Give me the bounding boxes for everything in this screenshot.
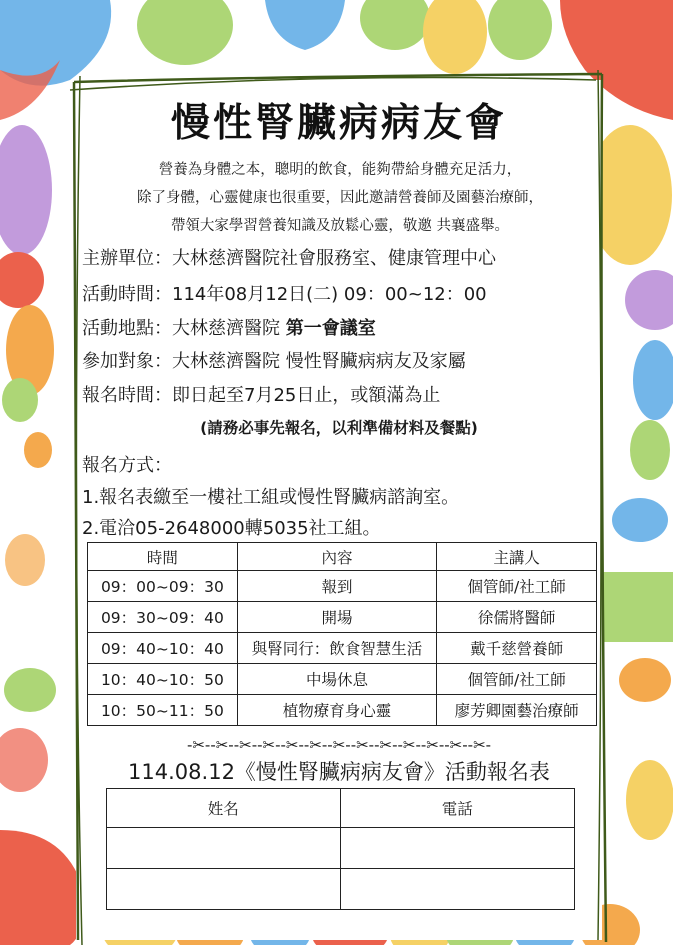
table-row xyxy=(88,571,597,602)
signup-time-line xyxy=(82,381,440,407)
schedule-header-row xyxy=(88,543,597,571)
intro-line: 除了身體，心靈健康也很重要，因此邀請營養師及園藝治療師， xyxy=(137,190,543,206)
signup-method-2: 2.電洽05-2648000轉5035社工組。 xyxy=(82,518,381,539)
schedule-content: 與腎同行：飲食智慧生活 xyxy=(237,633,437,664)
audience-value: 大林慈濟醫院 慢性腎臟病病友及家屬 xyxy=(172,351,466,372)
signup-form-title: 114.08.12《慢性腎臟病病友會》活動報名表 xyxy=(128,760,550,784)
event-time-label: 活動時間： xyxy=(82,284,172,305)
schedule-content: 報到 xyxy=(237,571,437,602)
form-row xyxy=(107,828,575,869)
schedule-header-content: 內容 xyxy=(237,543,437,571)
form-header-row xyxy=(107,789,575,828)
table-row xyxy=(88,602,597,633)
scissors-cut-line: -✂--✂--✂--✂--✂--✂--✂--✂--✂--✂--✂--✂--✂- xyxy=(186,736,492,754)
schedule-speaker: 戴千慈營養師 xyxy=(437,633,597,664)
schedule-header-speaker: 主講人 xyxy=(437,543,597,571)
schedule-content: 植物療育身心靈 xyxy=(237,695,437,726)
event-time-line xyxy=(82,280,487,306)
schedule-time: 09：40~10：40 xyxy=(88,633,238,664)
organizer-label: 主辦單位： xyxy=(82,248,172,269)
form-header-phone: 電話 xyxy=(340,789,575,828)
signup-method-label: 報名方式： xyxy=(82,455,172,476)
signup-note: (請務必事先報名，以利準備材料及餐點) xyxy=(200,419,478,437)
audience-line xyxy=(82,347,466,373)
event-place-label: 活動地點： xyxy=(82,318,172,339)
organizer-value: 大林慈濟醫院社會服務室、健康管理中心 xyxy=(172,248,496,269)
page-title: 慢性腎臟病病友會 xyxy=(170,101,507,146)
schedule-table xyxy=(87,542,597,726)
event-time-value: 114年08月12日(二) 09：00~12：00 xyxy=(172,284,487,305)
signup-form-table xyxy=(106,788,575,910)
schedule-time: 10：40~10：50 xyxy=(88,664,238,695)
table-row xyxy=(88,633,597,664)
table-row xyxy=(88,695,597,726)
schedule-time: 09：00~09：30 xyxy=(88,571,238,602)
phone-field[interactable] xyxy=(340,869,575,910)
intro-line: 帶領大家學習營養知識及放鬆心靈，敬邀 共襄盛舉。 xyxy=(170,218,510,234)
name-field[interactable] xyxy=(107,828,341,869)
schedule-time: 09：30~09：40 xyxy=(88,602,238,633)
form-header-name: 姓名 xyxy=(107,789,341,828)
event-place-line xyxy=(82,314,376,340)
signup-time-value: 即日起至7月25日止，或額滿為止 xyxy=(172,385,441,406)
schedule-speaker: 個管師/社工師 xyxy=(437,664,597,695)
intro-paragraph xyxy=(90,156,590,240)
signup-method-1: 1.報名表繳至一樓社工組或慢性腎臟病諮詢室。 xyxy=(82,487,460,508)
event-room: 第一會議室 xyxy=(285,318,376,339)
schedule-header-time: 時間 xyxy=(88,543,238,571)
schedule-speaker: 徐儒將醫師 xyxy=(437,602,597,633)
intro-line: 營養為身體之本，聰明的飲食，能夠帶給身體充足活力， xyxy=(158,162,522,178)
schedule-time: 10：50~11：50 xyxy=(88,695,238,726)
schedule-speaker: 廖芳卿園藝治療師 xyxy=(437,695,597,726)
table-row xyxy=(88,664,597,695)
schedule-content: 中場休息 xyxy=(237,664,437,695)
phone-field[interactable] xyxy=(340,828,575,869)
audience-label: 參加對象： xyxy=(82,351,172,372)
signup-time-label: 報名時間： xyxy=(82,385,172,406)
form-row xyxy=(107,869,575,910)
organizer-line xyxy=(82,244,496,270)
event-place-value: 大林慈濟醫院 xyxy=(172,318,286,339)
schedule-content: 開場 xyxy=(237,602,437,633)
name-field[interactable] xyxy=(107,869,341,910)
schedule-speaker: 個管師/社工師 xyxy=(437,571,597,602)
